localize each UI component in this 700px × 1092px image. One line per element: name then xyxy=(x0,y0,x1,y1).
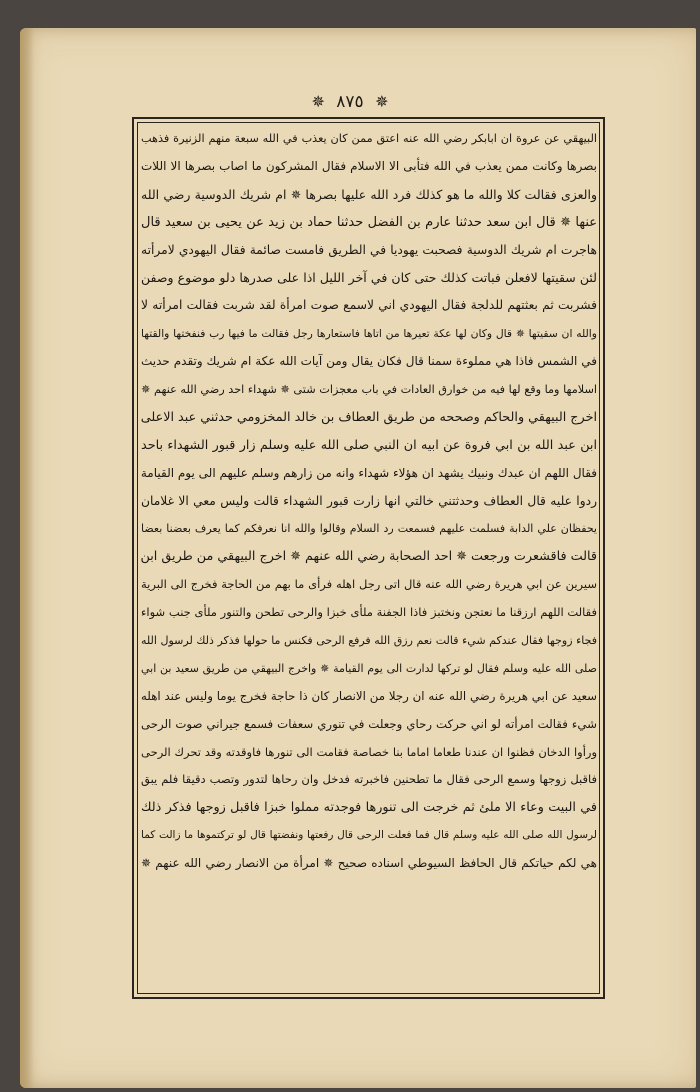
text-line: فجاء زوجها فقال عندكم شيء قالت نعم رزق الله فرفع الرحى فكنس ما حولها فذكر ذلك لرسول الله xyxy=(141,634,597,648)
text-line: في البيت وعاء الا ملئ ثم خرجت الى تنورها فوجدته مملوا خبزا فاقبل زوجها فذكر ذلك xyxy=(141,800,597,816)
text-line: ورأوا الدخان فظنوا ان عندنا طعاما اماما بنا خصاصة فقامت الى تنورها فاوقدته وقد تحرك الرحى xyxy=(141,744,597,759)
text-line: هاجرت ام شريك الدوسية فصحبت يهوديا في الطريق فامست صائمة فقال اليهودي لامرأته xyxy=(141,242,597,257)
text-line: والله ان سقيتها ✵ قال وكان لها عكة تعيرها من اتاها فاستعارها رجل فقالت ما فيها رب فنفختها والقتها xyxy=(141,327,597,341)
text-line: لئن سقيتها لافعلن فباتت كذلك حتى كان في آخر الليل اذا على صدرها دلو موضوع وصفن xyxy=(141,270,597,286)
text-line: والعزى فقالت كلا والله ما هو كذلك فرد الله عليها بصرها ✵ ام شريك الدوسية رضي الله xyxy=(141,186,597,202)
text-line: لرسول الله صلى الله عليه وسلم قال فما فعلت الرحى قال رفعتها ونفضتها قال لو تركتموها ما زالت كما xyxy=(141,829,597,842)
page-number: ٨٧٥ xyxy=(336,92,364,112)
text-line: فقال اللهم ان عبدك ونبيك يشهد ان هؤلاء شهداء وانه من زارهم وسلم عليهم الى يوم القيامة xyxy=(141,465,597,480)
text-line: سعيد عن ابي هريرة رضي الله عنه ان رجلا من الانصار كان ذا حاجة فخرج يوما وليس عند اهله xyxy=(141,688,597,703)
text-line: هي لكم حياتكم قال الحافظ السيوطي اسناده صحيح ✵ امرأة من الانصار رضي الله عنهم ✵ xyxy=(141,856,597,871)
text-line: سيرين عن ابي هريرة رضي الله عنه قال اتى رجل اهله فرأى ما بهم من الحاجة فخرج الى البرية xyxy=(141,577,597,592)
ornament-right-icon: ✵ xyxy=(375,92,389,111)
text-line: ردوا عليه قال العطاف وحدثتني خالتي انها زارت قبور الشهداء قالت وليس معي الا غلامان xyxy=(141,493,597,508)
text-line: فشربت ثم بعثتهم للدلجة فقال اليهودي اني لاسمع صوت امرأة لقد شربت فقالت امرأته لا xyxy=(141,298,597,313)
text-line: شيء فقالت امرأته لو اني حركت رحاي وجعلت في تنوري سعفات فسمع جيراني صوت الرحى xyxy=(141,716,597,731)
page-binding-shadow xyxy=(20,28,34,1088)
text-line: اخرج البيهقي والحاكم وصححه من طريق العطاف بن خالد المخزومي حدثني عبد الاعلى xyxy=(141,409,597,425)
text-line: البيهقي عن عروة ان ابابكر رضي الله عنه اعتق ممن كان يعذب في الله سبعة منهم الزنيرة فذهب xyxy=(141,132,597,145)
text-line: فقالت اللهم ارزقنا ما نعتجن ونختبز فاذا الجفنة ملأى خبزا والرحى تطحن والتنور ملأى جنب شواء xyxy=(141,605,597,620)
text-line: ابن عبد الله بن ابي فروة عن ابيه ان النبي صلى الله عليه وسلم زار قبور الشهداء باحد xyxy=(141,437,597,453)
text-line: قالت فاقشعرت ورجعت ✵ احد الصحابة رضي الله عنهم ✵ اخرج البيهقي من طريق ابن xyxy=(141,549,597,565)
text-line: صلى الله عليه وسلم فقال لو تركها لدارت الى يوم القيامة ✵ واخرج البيهقي من طريق سعيد بن ابي xyxy=(141,661,597,675)
text-line: عنها ✵ قال ابن سعد حدثنا عارم بن الفضل حدثنا حماد بن زيد عن يحيى بن سعيد قال xyxy=(141,214,597,230)
text-line: بصرها وكانت ممن يعذب في الله فتأبى الا الاسلام فقال المشركون ما اصاب بصرها الا اللات xyxy=(141,158,597,173)
text-line: في الشمس فاذا هي مملوءة سمنا قال فكان يقال ومن آيات الله عكة ام شريك وتقدم حديث xyxy=(141,354,597,369)
text-line: اسلامها وما وقع لها فيه من خوارق العادات في باب معجزات شتى ✵ شهداء احد رضي الله عنهم ✵ xyxy=(141,383,597,397)
text-line: فاقبل زوجها وسمع الرحى فقال ما تطحنين فاخبرته فدخل وان رحاها لتدور وتصب دقيقا فلم يبق xyxy=(141,772,597,787)
body-text xyxy=(141,125,597,878)
page-header xyxy=(0,92,700,112)
text-line: يحفظان علي الدابة فسلمت عليهم فسمعت رد السلام وقالوا والله انا نعرفكم كما يعرف بعضنا بعضا xyxy=(141,522,597,536)
ornament-left-icon: ✵ xyxy=(311,92,325,111)
